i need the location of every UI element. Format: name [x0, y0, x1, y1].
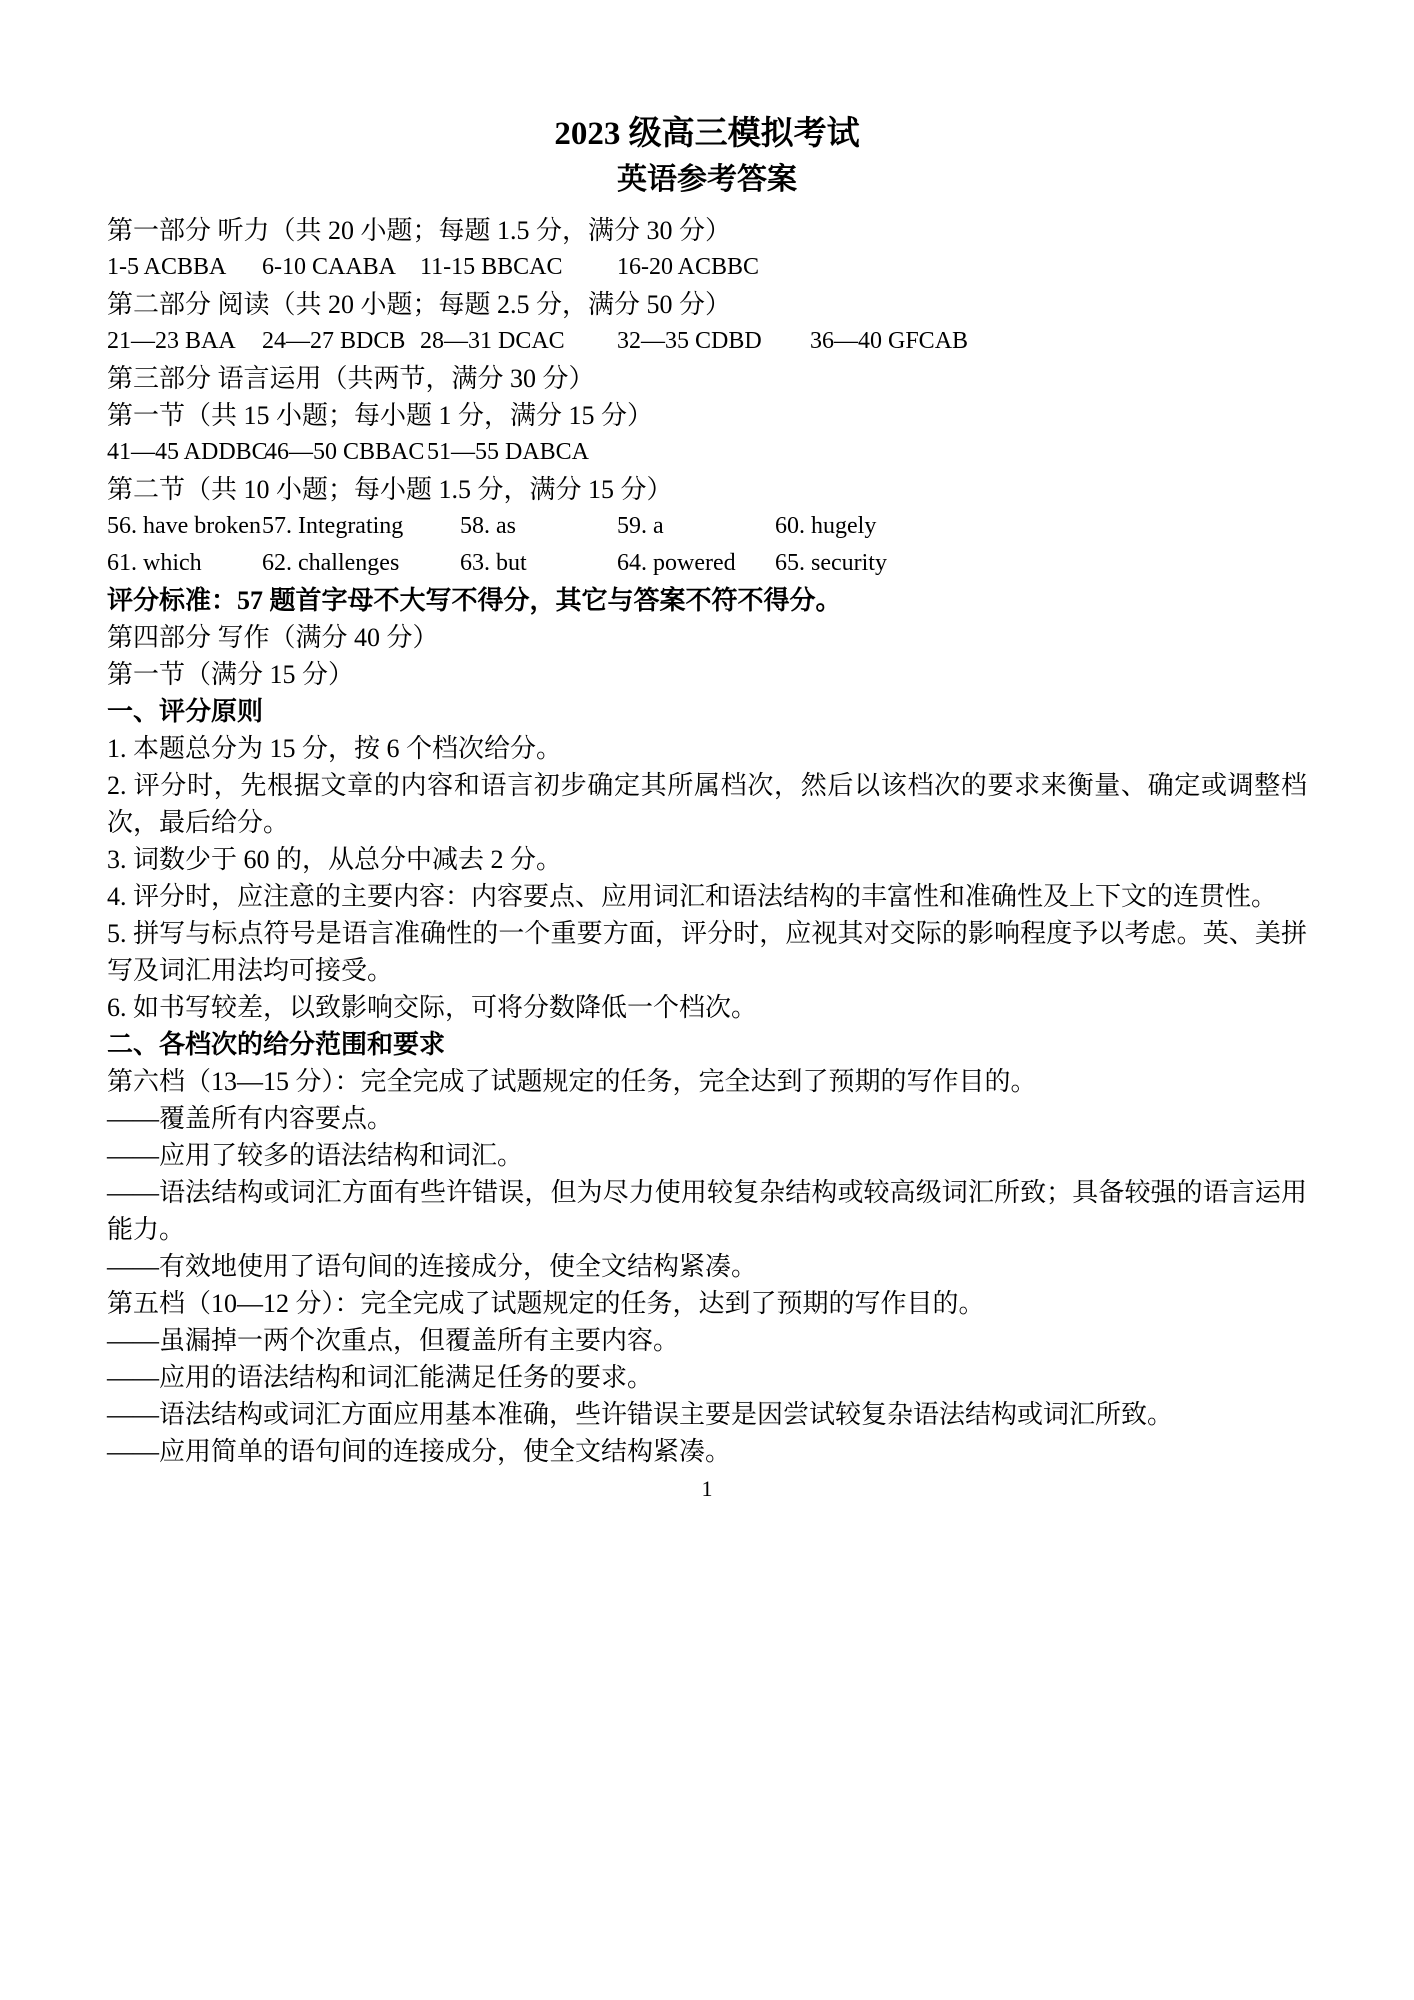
part3-section2-heading: 第二节（共 10 小题；每小题 1.5 分，满分 15 分） — [107, 475, 673, 504]
document-title: 2023 级高三模拟考试 — [554, 116, 860, 152]
document-body — [107, 212, 1307, 1470]
part4-section1-heading: 第一节（满分 15 分） — [107, 660, 355, 689]
band5-point: ——应用简单的语句间的连接成分，使全文结构紧凑。 — [107, 1437, 732, 1466]
part4-heading: 第四部分 写作（满分 40 分） — [107, 623, 439, 652]
answer-group: 28—31 DCAC — [420, 328, 565, 354]
answer-item: 58. as — [460, 513, 516, 539]
part3-section1-heading: 第一节（共 15 小题；每小题 1 分，满分 15 分） — [107, 401, 654, 430]
answer-group: 46—50 CBBAC — [265, 439, 425, 465]
band5-point: ——应用的语法结构和词汇能满足任务的要求。 — [107, 1363, 654, 1392]
answer-group: 6-10 CAABA — [262, 254, 397, 280]
answer-item: 57. Integrating — [262, 513, 404, 539]
answer-group: 51—55 DABCA — [427, 439, 590, 465]
part2-heading: 第二部分 阅读（共 20 小题；每题 2.5 分，满分 50 分） — [107, 290, 732, 319]
band6-point: ——有效地使用了语句间的连接成分，使全文结构紧凑。 — [107, 1252, 758, 1281]
part1-answer-row — [107, 249, 1307, 286]
page-number: 1 — [701, 1476, 713, 1501]
document-subtitle: 英语参考答案 — [617, 163, 797, 196]
principle-item: 1. 本题总分为 15 分，按 6 个档次给分。 — [107, 734, 563, 763]
part1-heading: 第一部分 听力（共 20 小题；每题 1.5 分，满分 30 分） — [107, 216, 732, 245]
principle-item: 3. 词数少于 60 的，从总分中减去 2 分。 — [107, 845, 563, 874]
part3-section1-answer-row — [107, 434, 1307, 471]
part2-answer-row — [107, 323, 1307, 360]
band6-heading: 第六档（13—15 分）：完全完成了试题规定的任务，完全达到了预期的写作目的。 — [107, 1067, 1037, 1096]
answer-item: 56. have broken — [107, 513, 261, 539]
answer-group: 41—45 ADDBC — [107, 439, 268, 465]
answer-group: 24—27 BDCB — [262, 328, 406, 354]
answer-group: 21—23 BAA — [107, 328, 236, 354]
band5-heading: 第五档（10—12 分）：完全完成了试题规定的任务，达到了预期的写作目的。 — [107, 1289, 985, 1318]
principle-item: 5. 拼写与标点符号是语言准确性的一个重要方面，评分时，应视其对交际的影响程度予以考虑。英、美拼写及词汇用法均可接受。 — [107, 919, 1307, 985]
answer-item: 61. which — [107, 550, 202, 576]
band5-point: ——虽漏掉一两个次重点，但覆盖所有主要内容。 — [107, 1326, 680, 1355]
grading-note: 评分标准：57 题首字母不大写不得分，其它与答案不符不得分。 — [107, 586, 842, 615]
band5-point: ——语法结构或词汇方面应用基本准确，些许错误主要是因尝试较复杂语法结构或词汇所致。 — [107, 1400, 1174, 1429]
answer-item: 63. but — [460, 550, 527, 576]
answer-group: 32—35 CDBD — [617, 328, 762, 354]
part3-section2-answer-row-2 — [107, 545, 1307, 582]
principles-heading: 一、评分原则 — [107, 697, 264, 726]
answer-item: 65. security — [775, 550, 887, 576]
bands-heading: 二、各档次的给分范围和要求 — [107, 1030, 446, 1059]
answer-item: 62. challenges — [262, 550, 400, 576]
principle-item: 4. 评分时，应注意的主要内容：内容要点、应用词汇和语法结构的丰富性和准确性及上下文的连贯性。 — [107, 882, 1278, 911]
document-content — [107, 112, 1307, 1470]
answer-group: 11-15 BBCAC — [420, 254, 563, 280]
principle-item: 2. 评分时，先根据文章的内容和语言初步确定其所属档次，然后以该档次的要求来衡量、确定或调整档次，最后给分。 — [107, 771, 1307, 837]
band6-point: ——应用了较多的语法结构和词汇。 — [107, 1141, 524, 1170]
answer-group: 36—40 GFCAB — [810, 328, 969, 354]
part3-section2-answer-row-1 — [107, 508, 1307, 545]
part3-heading: 第三部分 语言运用（共两节，满分 30 分） — [107, 364, 595, 393]
answer-group: 16-20 ACBBC — [617, 254, 760, 280]
answer-group: 1-5 ACBBA — [107, 254, 227, 280]
answer-item: 59. a — [617, 513, 664, 539]
answer-item: 64. powered — [617, 550, 736, 576]
principle-item: 6. 如书写较差，以致影响交际，可将分数降低一个档次。 — [107, 993, 758, 1022]
band6-point: ——语法结构或词汇方面有些许错误，但为尽力使用较复杂结构或较高级词汇所致；具备较强的语言运用能力。 — [107, 1178, 1307, 1244]
band6-point: ——覆盖所有内容要点。 — [107, 1104, 394, 1133]
answer-item: 60. hugely — [775, 513, 877, 539]
